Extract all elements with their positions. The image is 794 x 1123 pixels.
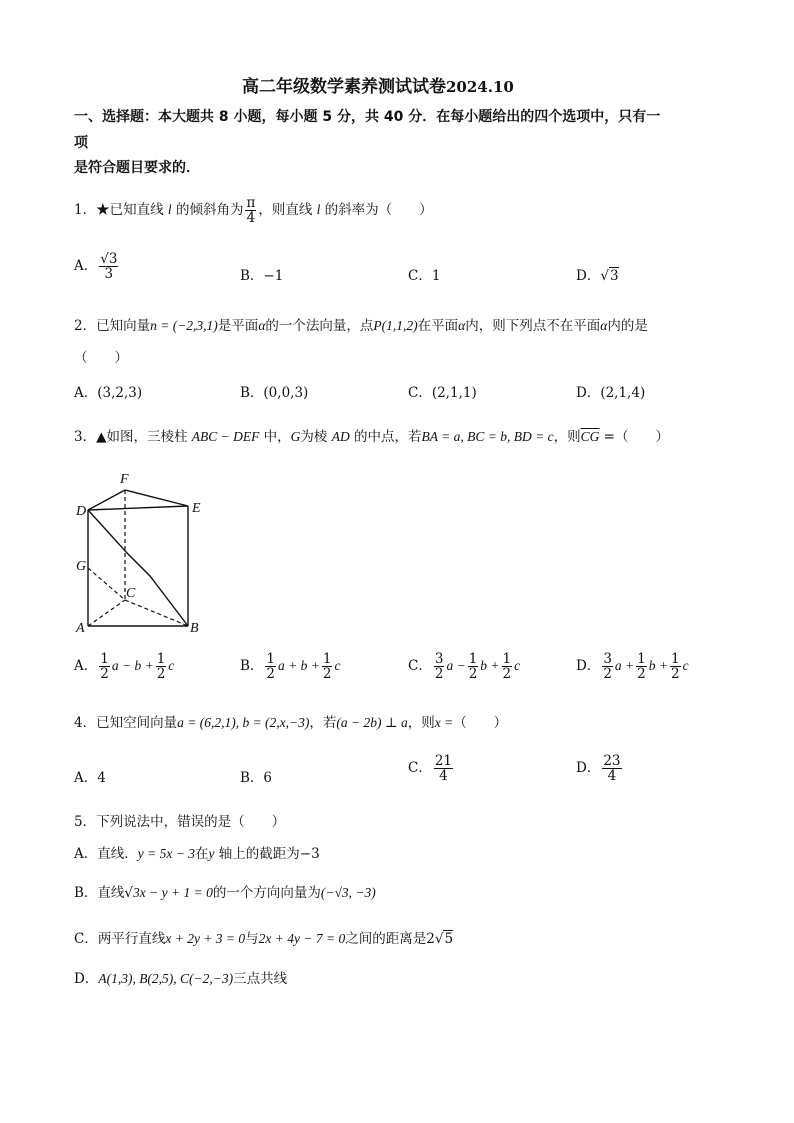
label-d: D	[76, 504, 87, 519]
section-header-line1: 一、选择题：本大题共 8 小题，每小题 5 分，共 40 分．在每小题给出的四个选项中，只有一	[74, 109, 661, 125]
q2-point-p: P(1,1,2)	[373, 318, 418, 333]
question-2-stem	[74, 314, 648, 334]
q2-alpha-3: α	[600, 318, 608, 333]
q1-option-d-value: 3	[609, 268, 619, 284]
page-title	[242, 72, 514, 97]
q1-frac-num: π	[246, 195, 256, 211]
edge-df	[88, 490, 125, 510]
q5-c-text-b: 与	[245, 931, 259, 947]
q3-vector-defs: BA = a, BC = b, BD = c	[421, 429, 554, 444]
q5-c-eq2: 2x + 4y − 7 = 0	[258, 931, 346, 946]
q3-c-f3n: 1	[502, 651, 512, 667]
q1-text-c: ，则直线	[258, 202, 317, 219]
q2-text-a: 2．已知向量	[74, 318, 151, 334]
q5-b-eq: 3x − y + 1 = 0	[133, 885, 213, 900]
q2-text-e: 内，则下列点不在平面	[465, 318, 601, 334]
q3-b-f1d: 2	[266, 666, 276, 683]
edge-db	[88, 510, 188, 626]
q2-text-d: 在平面	[417, 318, 459, 334]
q5-a-text-a: A．直线．	[74, 846, 138, 862]
q3-d-mid1: a +	[614, 658, 635, 674]
q3-text-d: 的中点，若	[349, 429, 422, 445]
q3-d-f2n: 1	[637, 651, 646, 667]
q3-option-c[interactable]	[408, 652, 520, 681]
q5-d-text-a: D．	[74, 971, 99, 987]
q4-option-b[interactable]: B．6	[240, 770, 273, 786]
q3-c-end: c	[514, 658, 521, 674]
q2-option-c[interactable]: C．(2,1,1)	[408, 385, 477, 401]
title-date: 2024.10	[446, 78, 514, 96]
q3-b-end: c	[334, 658, 341, 674]
q1-var-l: l	[167, 202, 172, 218]
q2-option-b[interactable]: B．(0,0,3)	[240, 385, 309, 401]
question-5-stem: 5．下列说法中，错误的是（ ）	[74, 814, 286, 830]
q5-option-d[interactable]	[74, 967, 287, 987]
q5-a-text-c: 轴上的截距为−3	[214, 846, 320, 862]
q3-text-a: 3．▲如图，三棱柱	[74, 429, 192, 445]
q3-b-label: B．	[240, 658, 264, 675]
q5-d-points: A(1,3), B(2,5), C(−2,−3)	[98, 971, 234, 986]
q1-option-d-label: D．	[576, 268, 601, 284]
q3-d-f1n: 3	[603, 651, 612, 667]
q3-text-b: 中，	[259, 429, 291, 445]
q3-a-mid: a − b +	[111, 658, 154, 674]
question-1-stem	[74, 196, 433, 225]
q3-point-g: G	[290, 429, 301, 444]
q4-d-num: 23	[603, 753, 621, 769]
q3-c-mid1: a −	[446, 658, 466, 674]
q3-c-label: C．	[408, 658, 432, 675]
title-text: 高二年级数学素养测试试卷	[242, 77, 446, 97]
edge-ac	[88, 600, 125, 626]
q1-var-l2: l	[316, 202, 321, 218]
q5-a-text-b: 在	[194, 846, 209, 862]
q4-text-b: ，若	[309, 715, 337, 731]
q3-b-f2d: 2	[322, 666, 332, 683]
q1-option-a-frac	[99, 252, 118, 281]
q5-c-rad: 5	[444, 931, 454, 947]
label-f: F	[120, 472, 129, 487]
question-4-stem	[74, 711, 507, 731]
q1-option-b[interactable]: B．−1	[240, 268, 284, 284]
q5-option-a[interactable]	[74, 842, 320, 862]
q4-text-a: 4．已知空间向量	[74, 715, 178, 731]
q1-option-a-label: A．	[74, 258, 98, 275]
q3-d-f2d: 2	[637, 666, 646, 683]
q3-option-a[interactable]	[74, 652, 174, 681]
q3-a-f1d: 2	[100, 666, 109, 683]
q1-text-b: 的倾斜角为	[171, 202, 244, 219]
q3-d-f1d: 2	[603, 666, 612, 683]
q4-text-c: ，则	[407, 715, 435, 731]
q1-frac-den: 4	[246, 210, 256, 227]
q4-vectors: a = (6,2,1), b = (2,x,−3)	[177, 715, 310, 730]
q5-option-b[interactable]: B．直线√3x − y + 1 = 0的一个方向向量为(−√3, −3)	[74, 885, 376, 901]
q5-c-text-a: C．两平行直线	[74, 931, 166, 947]
q3-d-end: c	[682, 658, 689, 674]
q3-text-f: =（ ）	[599, 429, 669, 445]
q2-stem-paren: （ ）	[74, 350, 128, 366]
q3-a-end: c	[168, 658, 175, 674]
section-header-line3: 是符合题目要求的．	[74, 160, 200, 176]
question-3-stem	[74, 425, 669, 445]
q4-condition: (a − 2b) ⊥ a	[336, 715, 408, 730]
q2-alpha: α	[258, 318, 266, 333]
prism-figure	[70, 466, 220, 636]
q3-c-f1d: 2	[434, 666, 444, 683]
edge-gc	[88, 568, 125, 600]
q4-text-d: （ ）	[453, 715, 508, 731]
q3-d-label: D．	[576, 658, 601, 675]
q3-c-f2n: 1	[468, 651, 478, 667]
q1-option-c[interactable]: C．1	[408, 268, 441, 284]
q1-option-d[interactable]: D．√3	[576, 268, 619, 284]
q2-text-f: 内的是	[607, 318, 648, 334]
q4-option-a[interactable]: A．4	[74, 770, 106, 786]
q3-c-f3d: 2	[502, 666, 512, 683]
q3-edge-ad: AD	[331, 429, 350, 444]
q3-d-f3d: 2	[671, 666, 680, 683]
q2-option-d[interactable]: D．(2,1,4)	[576, 385, 646, 401]
q4-option-c[interactable]	[408, 754, 455, 783]
q1-option-a-den: 3	[104, 266, 114, 283]
q2-alpha-2: α	[458, 318, 466, 333]
q3-c-f1n: 3	[434, 651, 444, 667]
q5-b-text-a: B．直线	[74, 885, 125, 901]
q5-c-text-c: 之间的距离是	[345, 931, 427, 947]
label-c: C	[126, 586, 136, 601]
edge-fe	[125, 490, 188, 506]
q1-option-a[interactable]	[74, 252, 120, 281]
q1-text-a: 1．★已知直线	[74, 202, 168, 219]
q4-option-d[interactable]	[576, 754, 624, 783]
section-header-line2: 项	[74, 135, 88, 151]
q5-a-eq: y = 5x − 3	[137, 846, 195, 861]
q5-b-vec: (−√3, −3)	[320, 885, 376, 900]
q3-b-f1n: 1	[266, 651, 276, 667]
q3-a-label: A．	[74, 658, 98, 675]
q5-c-eq1: x + 2y + 3 = 0	[165, 931, 246, 946]
q3-c-mid2: b +	[480, 658, 500, 674]
q3-option-d[interactable]	[576, 652, 689, 681]
q4-x-eq: x =	[434, 715, 454, 730]
q5-option-c[interactable]: C．两平行直线x + 2y + 3 = 0与2x + 4y − 7 = 0之间的距离是2√5	[74, 931, 454, 947]
q3-d-f3n: 1	[671, 651, 680, 667]
q2-option-a[interactable]: A．(3,2,3)	[74, 385, 143, 401]
q5-b-text-b: 的一个方向向量为	[212, 885, 321, 901]
q3-text-e: ，则	[553, 429, 581, 445]
q1-text-d: 的斜率为（ ）	[320, 202, 433, 219]
q3-text-c: 为棱	[300, 429, 332, 445]
q2-text-c: 的一个法向量，点	[265, 318, 374, 334]
q3-b-mid: a + b +	[278, 658, 320, 674]
label-e: E	[192, 501, 201, 516]
q4-c-num: 21	[434, 753, 453, 769]
q3-c-f2d: 2	[468, 666, 478, 683]
q3-a-f2d: 2	[156, 666, 166, 683]
label-g: G	[76, 559, 87, 574]
label-a: A	[76, 621, 85, 636]
q3-b-f2n: 1	[322, 651, 332, 667]
q1-frac	[245, 196, 256, 225]
q4-c-label: C．	[408, 760, 432, 777]
q1-option-a-num: √3	[100, 251, 118, 267]
q5-a-y: y	[208, 846, 215, 861]
q3-prism: ABC − DEF	[191, 429, 260, 444]
label-b: B	[190, 621, 199, 636]
q3-vector-cg: $\overline{CG}$	[580, 429, 600, 444]
q5-c-val: 2	[426, 931, 435, 947]
q5-d-text-b: 三点共线	[233, 971, 288, 987]
q2-text-b: 是平面	[217, 318, 259, 334]
q3-a-f2n: 1	[156, 651, 166, 667]
q2-normal-vector: n = (−2,3,1)	[150, 318, 218, 333]
edge-de	[88, 506, 188, 510]
q4-d-label: D．	[576, 760, 601, 777]
q3-d-mid2: b +	[648, 658, 669, 674]
q3-option-b[interactable]	[240, 652, 340, 681]
q4-c-den: 4	[439, 768, 448, 785]
q4-d-den: 4	[607, 768, 617, 785]
q3-a-f1n: 1	[100, 651, 109, 667]
